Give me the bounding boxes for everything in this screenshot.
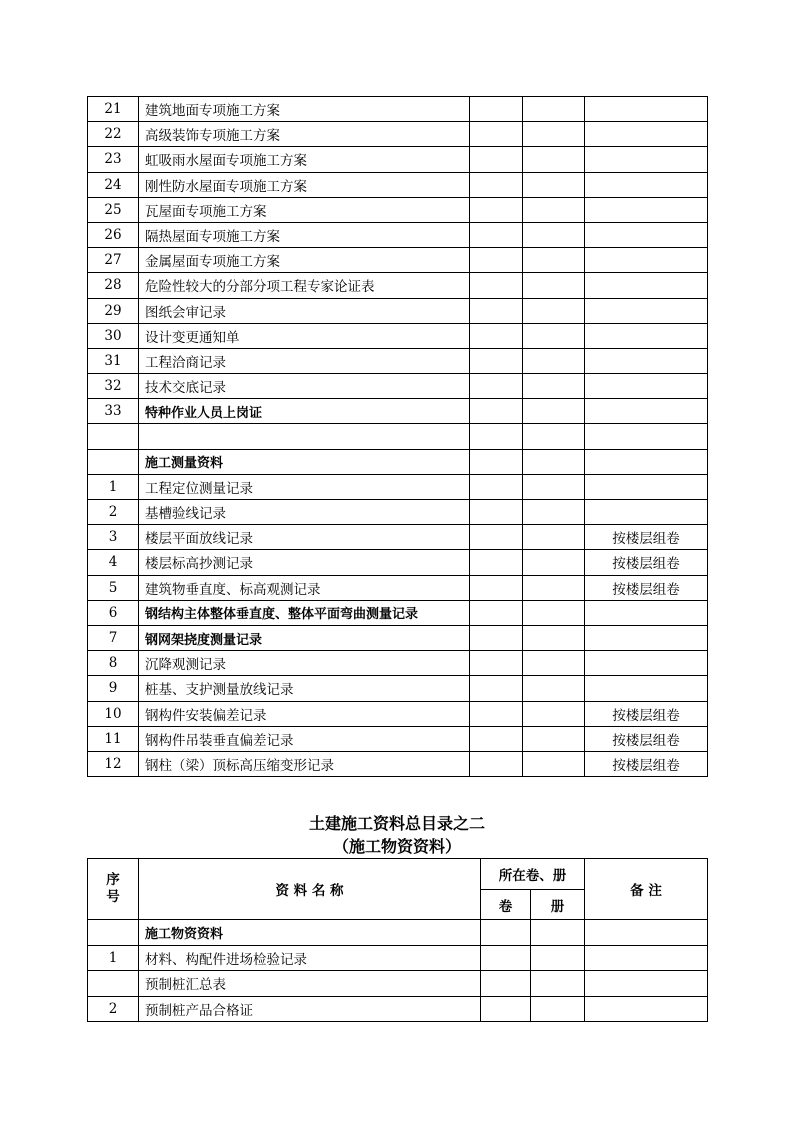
table-row	[88, 147, 708, 172]
table-row	[88, 197, 708, 222]
table-row	[88, 676, 708, 701]
table-row	[88, 500, 708, 525]
header-juan: 卷	[481, 890, 531, 920]
table-row	[88, 248, 708, 273]
row-number: 1	[88, 474, 139, 499]
row-book	[523, 97, 585, 122]
row-title: 图纸会审记录	[139, 298, 470, 323]
header-volume-group: 所在卷、册	[481, 859, 585, 890]
row-title: 施工测量资料	[139, 449, 470, 474]
row-note	[585, 298, 708, 323]
table-row	[88, 474, 708, 499]
row-note: 按楼层组卷	[585, 575, 708, 600]
header-ce: 册	[531, 890, 585, 920]
row-title: 工程定位测量记录	[139, 474, 470, 499]
row-title: 危险性较大的分部分项工程专家论证表	[139, 273, 470, 298]
row-book	[531, 971, 585, 997]
row-number: 27	[88, 248, 139, 273]
row-title: 施工物资资料	[139, 920, 481, 946]
row-title: 特种作业人员上岗证	[139, 399, 470, 424]
row-volume	[470, 726, 523, 751]
row-number: 4	[88, 550, 139, 575]
row-title: 钢网架挠度测量记录	[139, 625, 470, 650]
row-note	[585, 424, 708, 449]
row-title: 刚性防水屋面专项施工方案	[139, 172, 470, 197]
table-row	[88, 945, 708, 971]
row-number	[88, 920, 139, 946]
row-volume	[470, 222, 523, 247]
table-row	[88, 222, 708, 247]
row-title: 设计变更通知单	[139, 323, 470, 348]
row-book	[523, 222, 585, 247]
row-book	[523, 550, 585, 575]
row-book	[523, 575, 585, 600]
row-note	[585, 996, 708, 1022]
row-title: 桩基、支护测量放线记录	[139, 676, 470, 701]
row-title: 工程洽商记录	[139, 348, 470, 373]
row-number: 23	[88, 147, 139, 172]
row-note	[585, 374, 708, 399]
row-number: 24	[88, 172, 139, 197]
row-number: 29	[88, 298, 139, 323]
table-row	[88, 374, 708, 399]
row-note	[585, 651, 708, 676]
row-number: 6	[88, 600, 139, 625]
row-title: 虹吸雨水屋面专项施工方案	[139, 147, 470, 172]
row-book	[523, 625, 585, 650]
row-number: 28	[88, 273, 139, 298]
row-title: 建筑地面专项施工方案	[139, 97, 470, 122]
row-note	[585, 500, 708, 525]
row-number: 9	[88, 676, 139, 701]
row-title: 钢构件安装偏差记录	[139, 701, 470, 726]
row-note	[585, 399, 708, 424]
row-title: 瓦屋面专项施工方案	[139, 197, 470, 222]
table-row	[88, 525, 708, 550]
table-row	[88, 323, 708, 348]
row-volume	[470, 248, 523, 273]
row-note	[585, 676, 708, 701]
row-volume	[470, 525, 523, 550]
row-volume	[470, 399, 523, 424]
row-number: 2	[88, 500, 139, 525]
row-number: 5	[88, 575, 139, 600]
row-book	[523, 348, 585, 373]
row-note: 按楼层组卷	[585, 525, 708, 550]
row-volume	[470, 600, 523, 625]
row-number: 12	[88, 751, 139, 776]
row-number: 11	[88, 726, 139, 751]
row-note	[585, 222, 708, 247]
row-number: 21	[88, 97, 139, 122]
row-book	[523, 172, 585, 197]
materials-catalog-table	[87, 858, 708, 1022]
row-book	[523, 600, 585, 625]
table-row	[88, 399, 708, 424]
section-title-sub: （施工物资资料）	[332, 837, 461, 856]
table-row	[88, 172, 708, 197]
row-number: 30	[88, 323, 139, 348]
table-row	[88, 424, 708, 449]
row-book	[523, 424, 585, 449]
row-note	[585, 273, 708, 298]
row-number	[88, 971, 139, 997]
row-book	[523, 399, 585, 424]
row-note	[585, 945, 708, 971]
row-book	[531, 996, 585, 1022]
row-volume	[481, 945, 531, 971]
table-row	[88, 298, 708, 323]
row-title: 金属屋面专项施工方案	[139, 248, 470, 273]
row-book	[523, 751, 585, 776]
row-volume	[470, 298, 523, 323]
row-title: 楼层标高抄测记录	[139, 550, 470, 575]
row-book	[523, 651, 585, 676]
table-row	[88, 575, 708, 600]
row-number: 26	[88, 222, 139, 247]
row-volume	[470, 474, 523, 499]
table-row	[88, 726, 708, 751]
row-note: 按楼层组卷	[585, 550, 708, 575]
table-row	[88, 971, 708, 997]
row-title: 钢柱（梁）顶标高压缩变形记录	[139, 751, 470, 776]
table-row	[88, 751, 708, 776]
row-volume	[470, 676, 523, 701]
row-note	[585, 197, 708, 222]
row-volume	[470, 500, 523, 525]
row-note	[585, 971, 708, 997]
row-book	[523, 449, 585, 474]
table-row	[88, 651, 708, 676]
row-book	[523, 525, 585, 550]
row-number: 10	[88, 701, 139, 726]
row-volume	[470, 147, 523, 172]
row-number: 2	[88, 996, 139, 1022]
row-book	[523, 197, 585, 222]
row-volume	[470, 651, 523, 676]
row-volume	[481, 920, 531, 946]
row-number: 22	[88, 122, 139, 147]
row-volume	[481, 996, 531, 1022]
row-note	[585, 474, 708, 499]
table-row	[88, 122, 708, 147]
row-title: 预制桩产品合格证	[139, 996, 481, 1022]
row-book	[523, 374, 585, 399]
table-row	[88, 600, 708, 625]
row-title: 预制桩汇总表	[139, 971, 481, 997]
header-seq: 序 号	[88, 859, 139, 920]
row-volume	[470, 197, 523, 222]
row-title: 高级装饰专项施工方案	[139, 122, 470, 147]
row-note	[585, 600, 708, 625]
row-volume	[470, 625, 523, 650]
row-volume	[470, 97, 523, 122]
row-number: 25	[88, 197, 139, 222]
row-note: 按楼层组卷	[585, 726, 708, 751]
row-book	[523, 323, 585, 348]
row-title: 建筑物垂直度、标高观测记录	[139, 575, 470, 600]
row-volume	[470, 449, 523, 474]
row-title: 材料、构配件进场检验记录	[139, 945, 481, 971]
header-name: 资 料 名 称	[139, 859, 481, 920]
row-note: 按楼层组卷	[585, 751, 708, 776]
catalog-table-continued	[87, 96, 708, 777]
row-note	[585, 97, 708, 122]
row-title: 钢构件吊装垂直偏差记录	[139, 726, 470, 751]
row-title: 基槽验线记录	[139, 500, 470, 525]
row-volume	[470, 122, 523, 147]
row-book	[523, 676, 585, 701]
table-row	[88, 701, 708, 726]
row-note	[585, 625, 708, 650]
row-volume	[470, 550, 523, 575]
row-title: 楼层平面放线记录	[139, 525, 470, 550]
row-book	[523, 273, 585, 298]
row-volume	[470, 348, 523, 373]
row-number: 31	[88, 348, 139, 373]
row-number: 7	[88, 625, 139, 650]
row-volume	[470, 575, 523, 600]
table-row	[88, 449, 708, 474]
header-note: 备 注	[585, 859, 708, 920]
row-number: 32	[88, 374, 139, 399]
row-number: 33	[88, 399, 139, 424]
row-number	[88, 424, 139, 449]
section-title-main: 土建施工资料总目录之二	[308, 814, 485, 833]
row-book	[523, 147, 585, 172]
row-title: 钢结构主体整体垂直度、整体平面弯曲测量记录	[139, 600, 470, 625]
row-number: 3	[88, 525, 139, 550]
table-row	[88, 97, 708, 122]
row-title: 隔热屋面专项施工方案	[139, 222, 470, 247]
table-row	[88, 273, 708, 298]
row-book	[523, 122, 585, 147]
row-number: 8	[88, 651, 139, 676]
row-note	[585, 323, 708, 348]
row-book	[523, 726, 585, 751]
row-note	[585, 348, 708, 373]
row-book	[531, 920, 585, 946]
row-book	[531, 945, 585, 971]
row-note	[585, 172, 708, 197]
row-volume	[470, 323, 523, 348]
row-note	[585, 449, 708, 474]
table-row	[88, 996, 708, 1022]
row-volume	[470, 701, 523, 726]
table-row	[88, 550, 708, 575]
row-volume	[470, 374, 523, 399]
row-note: 按楼层组卷	[585, 701, 708, 726]
row-book	[523, 500, 585, 525]
row-book	[523, 248, 585, 273]
row-volume	[470, 751, 523, 776]
row-note	[585, 147, 708, 172]
row-note	[585, 122, 708, 147]
row-title: 沉降观测记录	[139, 651, 470, 676]
row-book	[523, 701, 585, 726]
row-book	[523, 298, 585, 323]
row-volume	[481, 971, 531, 997]
row-book	[523, 474, 585, 499]
section-title	[87, 812, 707, 858]
row-volume	[470, 172, 523, 197]
row-title: 技术交底记录	[139, 374, 470, 399]
row-volume	[470, 424, 523, 449]
row-number: 1	[88, 945, 139, 971]
row-note	[585, 248, 708, 273]
row-note	[585, 920, 708, 946]
row-volume	[470, 273, 523, 298]
table-row	[88, 348, 708, 373]
table-row	[88, 920, 708, 946]
table-row	[88, 625, 708, 650]
row-title	[139, 424, 470, 449]
row-number	[88, 449, 139, 474]
